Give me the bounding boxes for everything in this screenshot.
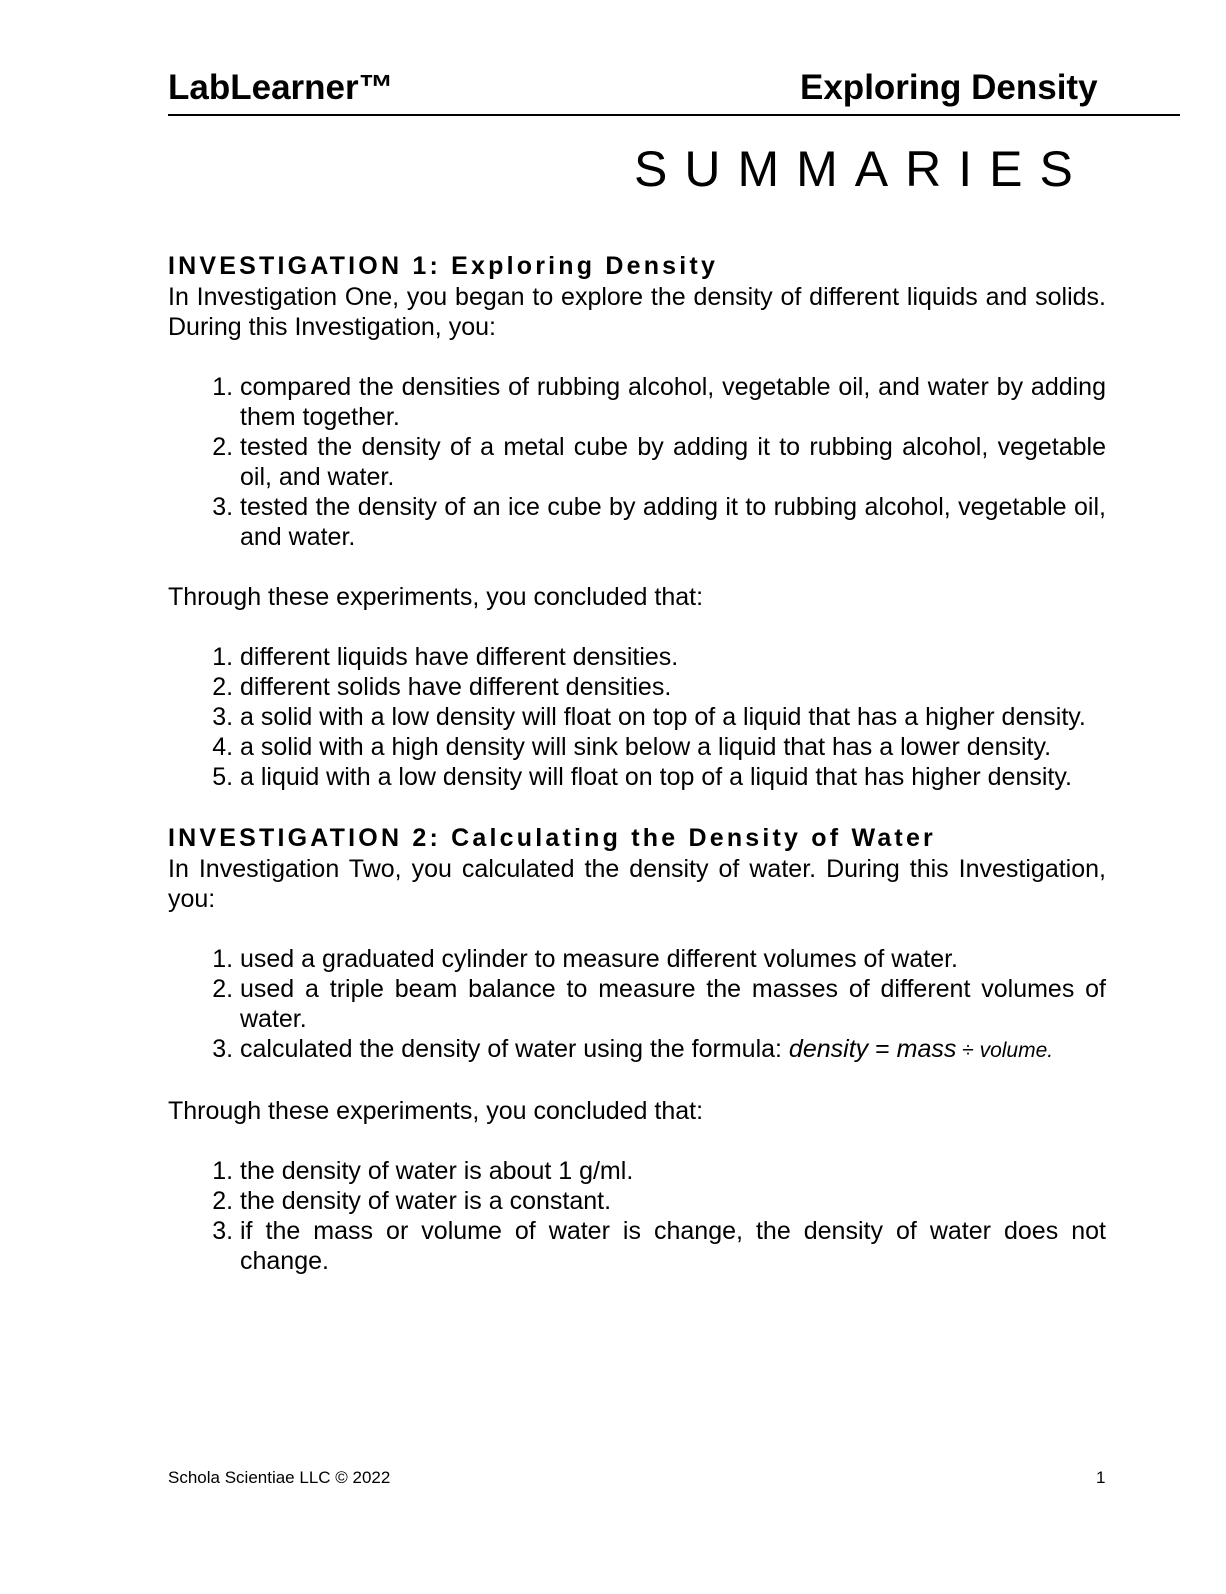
document-title: Exploring Density <box>800 68 1098 107</box>
brand-name: LabLearner™ <box>168 68 394 107</box>
list-item: 3. a solid with a low density will float on top of a liquid that has a higher density. <box>240 702 1106 732</box>
formula-density: density <box>788 1035 869 1063</box>
page-heading: SUMMARIES <box>634 141 1090 197</box>
formula-volume: volume. <box>979 1039 1054 1062</box>
list-item: 1. used a graduated cylinder to measure different volumes of water. <box>240 944 1106 974</box>
conclusion-intro: Through these experiments, you concluded that: <box>168 1097 704 1125</box>
list-item-text: calculated the density of water using the formula: <box>240 1035 789 1063</box>
list-item: 3. tested the density of an ice cube by adding it to rubbing alcohol, vegetable oil, and water. <box>240 492 1106 552</box>
activities-list <box>168 372 1106 552</box>
investigation-heading: INVESTIGATION 1: Exploring Density <box>168 252 719 280</box>
investigation-intro: In Investigation One, you began to explore the density of different liquids and solids. During this Investigation, you: <box>168 283 1106 341</box>
summary-content <box>168 250 1106 1306</box>
list-item: 2. different solids have different densities. <box>240 672 1106 702</box>
page-header <box>168 62 1180 116</box>
investigation-heading: INVESTIGATION 2: Calculating the Density of Water <box>168 824 936 852</box>
formula-equals: = <box>868 1035 897 1063</box>
investigation-intro: In Investigation Two, you calculated the density of water. During this Investigation, you: <box>168 855 1106 913</box>
list-item <box>240 1034 1106 1066</box>
list-item: 5. a liquid with a low density will float on top of a liquid that has higher density. <box>240 762 1106 792</box>
footer-copyright: Schola Scientiae LLC © 2022 <box>168 1468 391 1487</box>
formula-mass: mass <box>896 1035 957 1063</box>
investigation-1 <box>168 250 1106 792</box>
investigation-2 <box>168 822 1106 1276</box>
conclusions-list <box>168 642 1106 792</box>
list-item: 2. used a triple beam balance to measure the masses of different volumes of water. <box>240 974 1106 1034</box>
page-number: 1 <box>1096 1468 1106 1487</box>
list-item: 4. a solid with a high density will sink below a liquid that has a lower density. <box>240 732 1106 762</box>
list-item: 2. the density of water is a constant. <box>240 1186 1106 1216</box>
activities-list <box>168 944 1106 1066</box>
conclusions-list <box>168 1156 1106 1276</box>
list-item: 3. if the mass or volume of water is change, the density of water does not change. <box>240 1216 1106 1276</box>
list-item: 1. different liquids have different densities. <box>240 642 1106 672</box>
list-item: 1. the density of water is about 1 g/ml. <box>240 1156 1106 1186</box>
list-item: 1. compared the densities of rubbing alcohol, vegetable oil, and water by adding them together. <box>240 372 1106 432</box>
list-item: 2. tested the density of a metal cube by adding it to rubbing alcohol, vegetable oil, and water. <box>240 432 1106 492</box>
conclusion-intro: Through these experiments, you concluded that: <box>168 583 704 611</box>
formula-divide: ÷ <box>956 1039 980 1062</box>
